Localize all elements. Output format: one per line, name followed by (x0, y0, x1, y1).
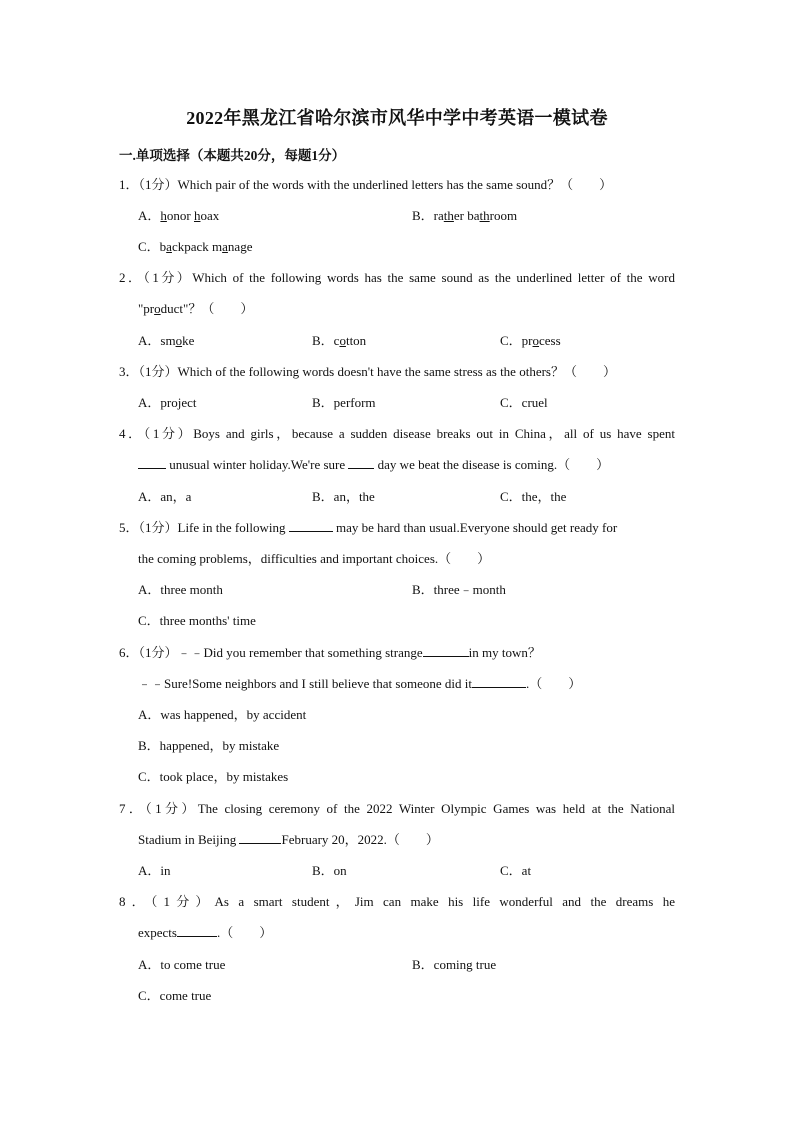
question-7-option-c[interactable]: C．at (500, 863, 532, 878)
answer-blank (138, 457, 166, 469)
question-6-option-c[interactable]: C．took place，by mistakes (138, 769, 289, 784)
question-8-option-a[interactable]: A．to come true (138, 957, 226, 972)
question-8-option-b[interactable]: B．coming true (412, 957, 497, 972)
question-6-stem-line-2: ﹣﹣Sure!Some neighbors and I still believe that someone did it .（ ） (138, 676, 582, 691)
question-3-option-c[interactable]: C．cruel (500, 395, 548, 410)
question-8-stem-line-1: 8．（1分）As a smart student，Jim can make his life wonderful and the dreams he (119, 894, 675, 909)
question-4-option-c[interactable]: C．the，the (500, 489, 567, 504)
question-5-option-a[interactable]: A．three month (138, 582, 223, 597)
question-6-option-a[interactable]: A．was happened，by accident (138, 707, 307, 722)
answer-blank (348, 457, 374, 469)
answer-blank (472, 676, 526, 688)
question-2-stem-line-1: 2．（1分）Which of the following words has the same sound as the underlined letter of the word (119, 270, 675, 285)
question-7-stem-line-2: Stadium in Beijing February 20，2022.（ ） (138, 832, 439, 847)
question-3-option-a[interactable]: A．project (138, 395, 197, 410)
page-title: 2022年黑龙江省哈尔滨市风华中学中考英语一模试卷 (186, 108, 608, 128)
question-2-option-c[interactable]: C．process (500, 333, 561, 348)
question-1-stem: 1．（1分）Which pair of the words with the underlined letters has the same sound？（ ） (119, 177, 613, 192)
question-4-option-b[interactable]: B．an，the (312, 489, 375, 504)
answer-blank (177, 925, 217, 937)
question-5-stem-line-2: the coming problems，difficulties and important choices.（ ） (138, 551, 491, 566)
question-4-option-a[interactable]: A．an，a (138, 489, 192, 504)
question-2-option-b[interactable]: B．cotton (312, 333, 367, 348)
question-8-stem-line-2: expects .（ ） (138, 925, 273, 940)
question-1-option-a[interactable]: A．honor hoax (138, 208, 220, 223)
question-4-stem-line-1: 4．（1分）Boys and girls，because a sudden disease breaks out in China，all of us have spent (119, 426, 675, 441)
question-5-stem-line-1: 5．（1分）Life in the following may be hard than usual.Everyone should get ready for (119, 520, 618, 535)
question-7-stem-line-1: 7．（1分）The closing ceremony of the 2022 Winter Olympic Games was held at the National (119, 801, 675, 816)
question-1-option-b[interactable]: B．rather bathroom (412, 208, 518, 223)
answer-blank (423, 645, 469, 657)
question-2-stem-line-2: "product"？（ ） (138, 301, 254, 316)
question-3-option-b[interactable]: B．perform (312, 395, 376, 410)
question-6-option-b[interactable]: B．happened，by mistake (138, 738, 280, 753)
question-3-stem: 3．（1分）Which of the following words doesn't have the same stress as the others？（ ） (119, 364, 616, 379)
question-4-stem-line-2: unusual winter holiday.We're sure day we beat the disease is coming.（ ） (138, 456, 675, 474)
question-6-stem-line-1: 6．（1分）﹣﹣Did you remember that something strange in my town？ (119, 645, 541, 660)
question-5-option-b[interactable]: B．three﹣month (412, 582, 506, 597)
question-8-option-c[interactable]: C．come true (138, 988, 212, 1003)
question-1-option-c[interactable]: C．backpack manage (138, 239, 253, 254)
section-heading: 一.单项选择（本题共20分，每题1分） (119, 148, 346, 163)
answer-blank (239, 832, 281, 844)
question-5-option-c[interactable]: C．three months' time (138, 613, 256, 628)
question-7-option-a[interactable]: A．in (138, 863, 171, 878)
question-2-option-a[interactable]: A．smoke (138, 333, 195, 348)
answer-blank (289, 520, 333, 532)
question-7-option-b[interactable]: B．on (312, 863, 347, 878)
